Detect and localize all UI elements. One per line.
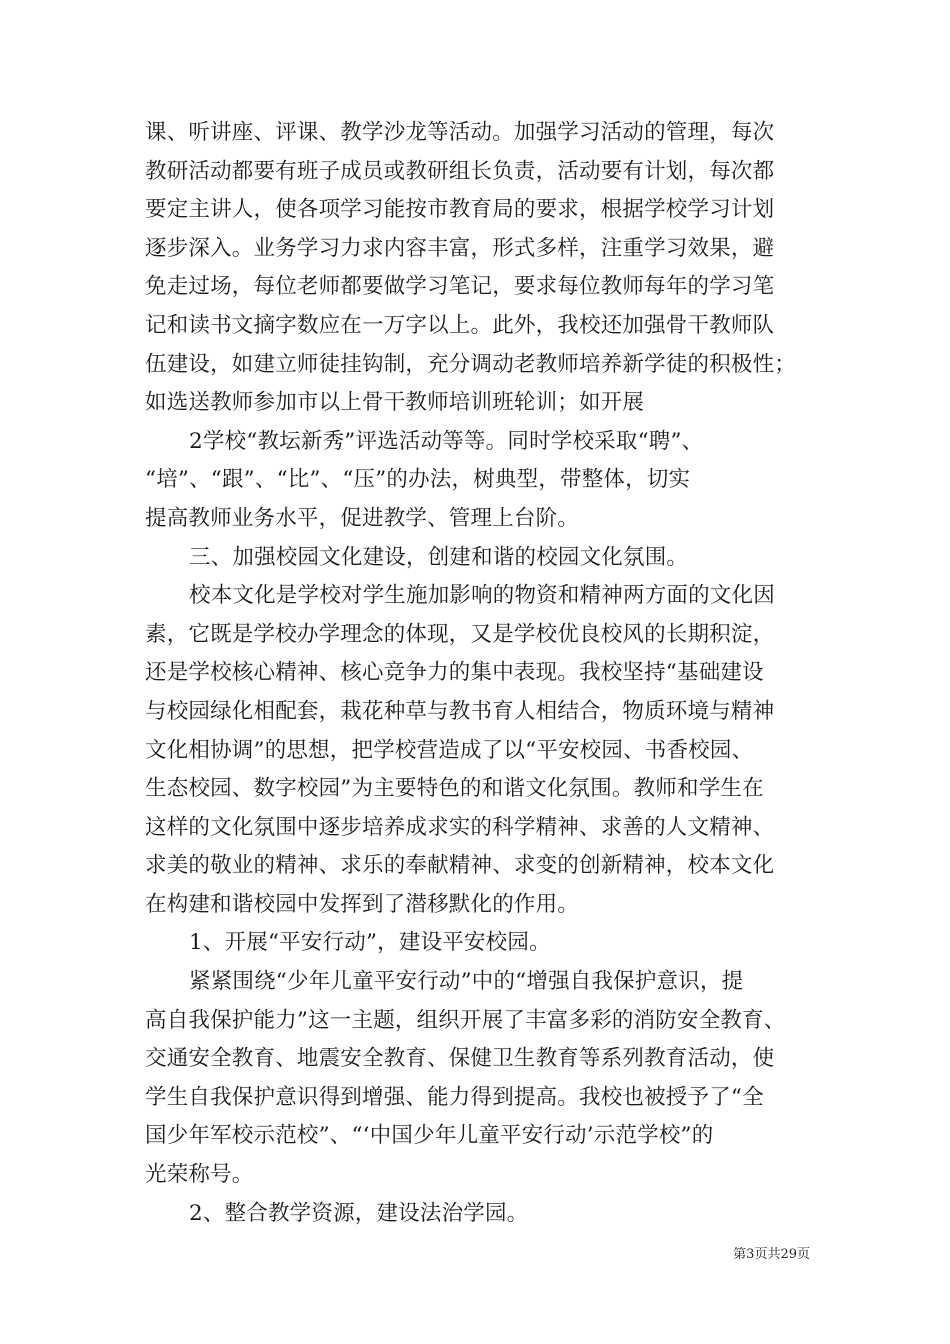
text-line: 生态校园、数字校园”为主要特色的和谐文化氛围。教师和学生在	[145, 776, 764, 802]
text-line: 求美的敬业的精神、求乐的奉献精神、求变的创新精神，校本文化	[145, 853, 775, 879]
document-body	[145, 114, 825, 1233]
text-line: 国少年军校示范校”、“‘中国少年儿童平安行动’示范学校”的	[145, 1123, 714, 1149]
text-line: 2、整合教学资源，建设法治学园。	[189, 1200, 529, 1226]
text-line: 免走过场，每位老师都要做学习笔记，要求每位教师每年的学习笔	[145, 274, 775, 300]
text-line: 2学校“教坛新秀”评选活动等等。同时学校采取“聘”、	[189, 428, 704, 454]
text-line: 还是学校核心精神、核心竞争力的集中表现。我校坚持“基础建设	[145, 660, 764, 686]
text-line: 交通安全教育、地震安全教育、保健卫生教育等系列教育活动，使	[145, 1046, 775, 1072]
text-line: 教研活动都要有班子成员或教研组长负责，活动要有计划，每次都	[145, 158, 775, 184]
text-line: 素，它既是学校办学理念的体现，又是学校优良校风的长期积淀，	[145, 621, 775, 647]
text-line: 记和读书文摘字数应在一万字以上。此外，我校还加强骨干教师队	[145, 312, 775, 338]
text-line: 三、加强校园文化建设，创建和谐的校园文化氛围。	[189, 544, 689, 570]
text-line: 与校园绿化相配套，栽花种草与教书育人相结合，物质环境与精神	[145, 698, 775, 724]
text-line: 提高教师业务水平，促进教学、管理上台阶。	[145, 505, 580, 531]
text-line: 1、开展“平安行动”，建设平安校园。	[189, 930, 551, 956]
text-line: 伍建设，如建立师徒挂钩制，充分调动老教师培养新学徒的积极性；	[145, 351, 797, 377]
text-line: 学生自我保护意识得到增强、能力得到提高。我校也被授予了“全	[145, 1084, 764, 1110]
text-line: 紧紧围绕“少年儿童平安行动”中的“增强自我保护意识，提	[189, 969, 744, 995]
text-line: 文化相协调”的思想，把学校营造成了以“平安校园、书香校园、	[145, 737, 754, 763]
text-line: 逐步深入。业务学习力求内容丰富，形式多样，注重学习效果，避	[145, 235, 775, 261]
text-line: 课、听讲座、评课、教学沙龙等活动。加强学习活动的管理，每次	[145, 120, 775, 145]
text-line: 在构建和谐校园中发挥到了潜移默化的作用。	[145, 891, 580, 917]
text-line: 光荣称号。	[145, 1162, 254, 1188]
text-line: 校本文化是学校对学生施加影响的物资和精神两方面的文化因	[189, 583, 775, 609]
text-line: 要定主讲人，使各项学习能按市教育局的要求，根据学校学习计划	[145, 197, 775, 223]
text-line: 如选送教师参加市以上骨干教师培训班轮训；如开展	[145, 390, 645, 416]
page-number: 第3页共29页	[733, 1247, 810, 1262]
text-line: 高自我保护能力”这一主题，组织开展了丰富多彩的消防安全教育、	[145, 1007, 786, 1033]
text-line: 这样的文化氛围中逐步培养成求实的科学精神、求善的人文精神、	[145, 814, 775, 840]
text-line: “培”、“跟”、“比”、“压”的办法，树典型，带整体，切实	[145, 467, 691, 493]
